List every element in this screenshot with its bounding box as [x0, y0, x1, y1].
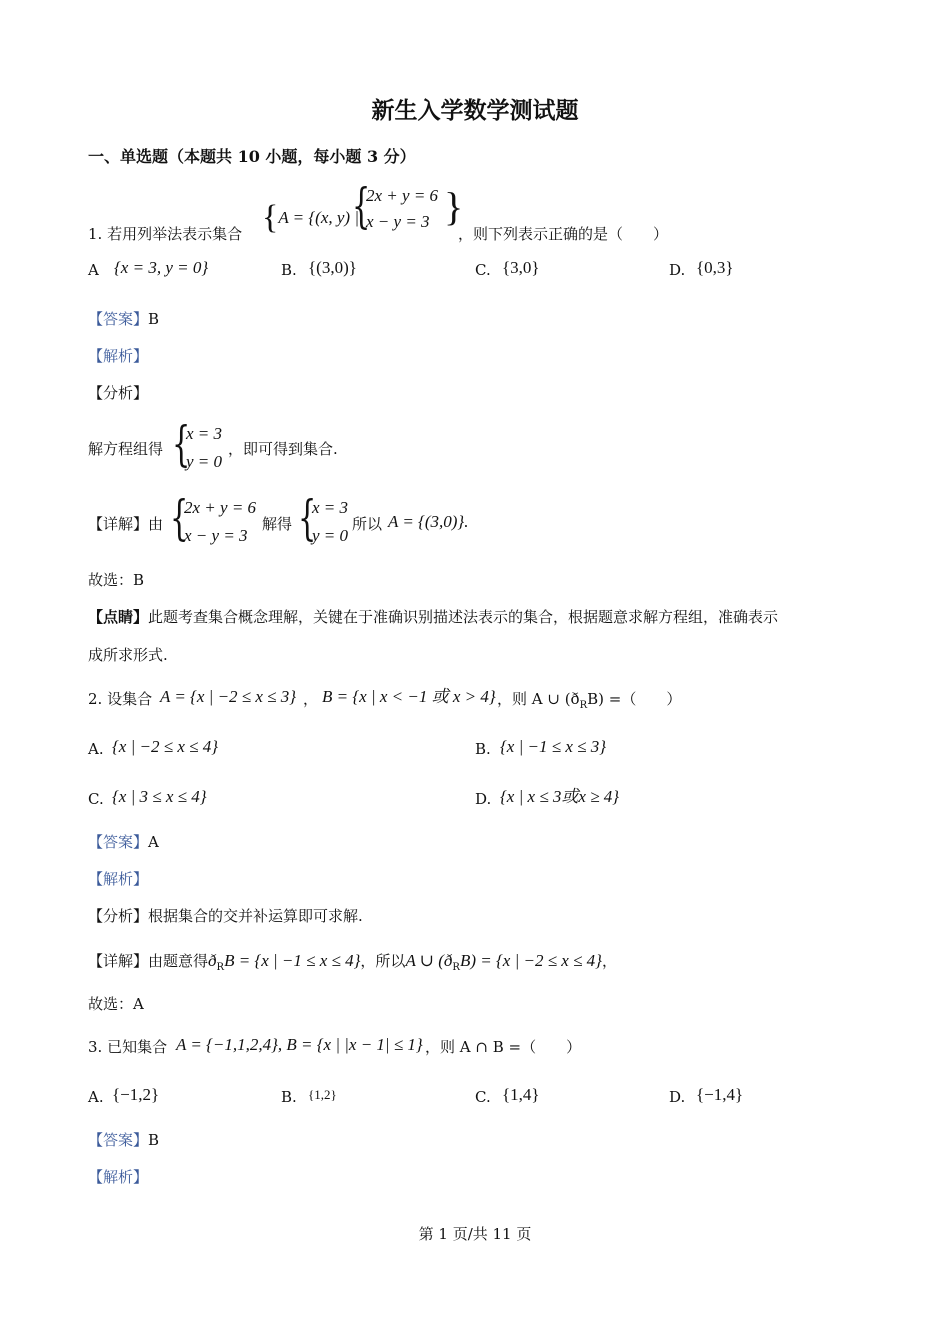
- q2-option-c-label: C.: [88, 790, 104, 808]
- q1-option-d: {0,3}: [696, 258, 734, 277]
- q2-comma: ，: [303, 690, 319, 708]
- q1-dianjing: 【点睛】此题考查集合概念理解，关键在于准确识别描述法表示的集合，根据题意求解方程组，准确表示: [88, 608, 779, 626]
- brace-icon: {: [170, 490, 189, 546]
- q2-set-a: A = {x | −2 ≤ x ≤ 3}: [160, 687, 297, 706]
- q3-option-d-label: D.: [669, 1088, 686, 1106]
- q1-fenxi-prefix: 解方程组得: [88, 440, 164, 458]
- q3-sets: A = {−1,1,2,4}, B = {x | |x − 1| ≤ 1}: [176, 1035, 423, 1054]
- q3-option-b-label: B.: [281, 1088, 297, 1106]
- q1-solution-system: { x = 3 y = 0: [298, 490, 349, 546]
- q1-option-a-label: A: [88, 261, 99, 279]
- q2-fenxi: 【分析】根据集合的交并补运算即可求解.: [88, 907, 363, 925]
- q2-guxuan: 故选：A: [88, 995, 144, 1013]
- q1-option-c: {3,0}: [502, 258, 540, 277]
- q1-xiangjie-tag: 【详解】由: [88, 515, 164, 533]
- q3-answer: 【答案】B: [88, 1131, 160, 1149]
- q1-fenxi-tag: 【分析】: [88, 384, 149, 402]
- q1-eq1: 2x + y = 6: [366, 186, 439, 205]
- q1-guxuan: 故选：B: [88, 571, 145, 589]
- q1-eq2: x − y = 3: [366, 212, 430, 231]
- q2-xiangjie: 【详解】由题意得$ð_RB = \{x$ | −1 ≤ x ≤ 4}，所以A ∪ $(ð_RB) = \{x$ | −2 ≤ x ≤ 4}，: [88, 951, 617, 973]
- q3-option-b: {1,2}: [308, 1087, 337, 1102]
- brace-icon: {: [352, 178, 371, 234]
- q1-dianjing-line2: 成所求形式.: [88, 646, 168, 664]
- q1-option-a: {x = 3, y = 0}: [114, 258, 209, 277]
- q3-option-c-label: C.: [475, 1088, 491, 1106]
- q1-result: A = {(3,0)}.: [388, 512, 469, 531]
- q3-option-a: {−1,2}: [112, 1085, 160, 1104]
- q2-option-c: {x | 3 ≤ x ≤ 4}: [112, 787, 207, 806]
- q3-option-a-label: A.: [88, 1088, 104, 1106]
- q3-option-d: {−1,4}: [696, 1085, 744, 1104]
- q3-ask: ，则 A ∩ B =（ ）: [425, 1038, 582, 1056]
- q1-jiede: 解得: [262, 515, 293, 533]
- q1-option-b-label: B.: [281, 261, 297, 279]
- brace-icon: {: [298, 490, 317, 546]
- q1-suoyi: 所以: [352, 515, 383, 533]
- q2-option-d-label: D.: [475, 790, 492, 808]
- q1-xiangjie-system: { 2x + y = 6 x − y = 3: [170, 490, 257, 546]
- q1-option-d-label: D.: [669, 261, 686, 279]
- q2-prefix: 2. 设集合: [88, 690, 153, 708]
- q2-answer: 【答案】A: [88, 833, 159, 851]
- section-heading: 一、单选题（本题共 10 小题，每小题 3 分）: [88, 147, 416, 166]
- q2-jiexi-tag: 【解析】: [88, 870, 149, 888]
- q1-suffix: ，则下列表示正确的是（ ）: [458, 225, 669, 243]
- q1-fenxi-suffix: ，即可得到集合.: [228, 440, 338, 458]
- q1-option-c-label: C.: [475, 261, 491, 279]
- brace-icon: {: [172, 416, 191, 472]
- q2-option-b: {x | −1 ≤ x ≤ 3}: [500, 737, 606, 756]
- q1-prefix: 1. 若用列举法表示集合: [88, 225, 243, 243]
- q1-set-lhs: {A = {(x, y) |: [262, 199, 360, 236]
- q3-prefix: 3. 已知集合: [88, 1038, 168, 1056]
- q2-option-a-label: A.: [88, 740, 104, 758]
- page-footer: 第 1 页/共 11 页: [418, 1225, 532, 1243]
- q1-equation-system: { 2x + y = 6 x − y = 3 }: [352, 178, 464, 234]
- q2-option-a: {x | −2 ≤ x ≤ 4}: [112, 737, 218, 756]
- q2-ask: ，则 A ∪ $(ð_RB)$ =（ ）: [497, 690, 682, 711]
- q2-option-b-label: B.: [475, 740, 491, 758]
- q2-set-b: B = {x | x < −1 或 x > 4}: [322, 687, 496, 706]
- q1-option-b: {(3,0)}: [308, 258, 357, 277]
- q3-jiexi-tag: 【解析】: [88, 1168, 149, 1186]
- q1-jiexi-tag: 【解析】: [88, 347, 149, 365]
- q3-option-c: {1,4}: [502, 1085, 540, 1104]
- q1-answer: 【答案】B: [88, 310, 160, 328]
- page-title: 新生入学数学测试题: [371, 97, 579, 124]
- q1-fenxi-system: { x = 3 y = 0: [172, 416, 223, 472]
- q2-option-d: {x | x ≤ 3或x ≥ 4}: [500, 787, 620, 806]
